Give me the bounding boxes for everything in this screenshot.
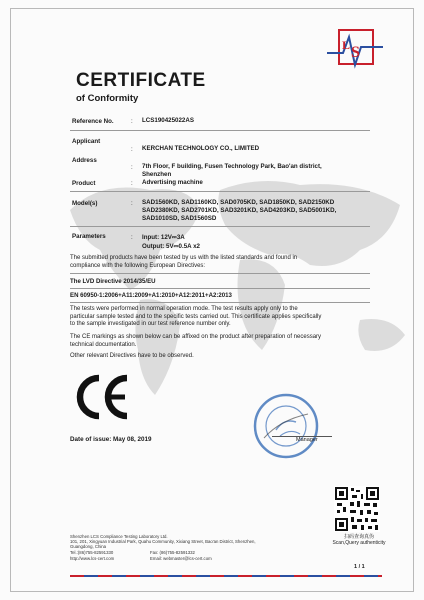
reference-colon: : [131, 118, 133, 125]
address-value-line2: Shenzhen [142, 171, 172, 178]
reference-value: LCS190425022AS [142, 117, 194, 124]
divider [70, 302, 370, 303]
models-label: Model(s) [72, 200, 98, 207]
lcs-logo [325, 25, 385, 75]
footer-email: Email: webmaster@lcs-cert.com [150, 556, 212, 561]
certificate-subtitle: of Conformity [76, 93, 139, 104]
divider [70, 130, 370, 131]
intro-line: The submitted products have been tested by us with the listed standards and found in [70, 255, 298, 261]
divider [70, 191, 370, 192]
models-value-line2: SAD2380KD, SAD2701KD, SAD3201KD, SAD4203KD, SAD5001KD, [142, 207, 337, 214]
address-label: Address [72, 157, 97, 164]
page-number: 1 / 1 [354, 564, 365, 570]
divider [70, 226, 370, 227]
address-value-line1: 7th Floor, F building, Fusen Technology Park, Bao'an district, [142, 163, 322, 170]
lab-address [70, 534, 330, 549]
qr-caption-cn: 扫码查询真伪 [343, 534, 374, 540]
applicant-colon: : [131, 146, 133, 153]
divider [70, 273, 370, 274]
certificate-title: CERTIFICATE [76, 70, 206, 91]
product-value: Advertising machine [142, 179, 203, 186]
intro-line: compliance with the following European Directives: [70, 262, 206, 269]
ce-line: technical documentation. [70, 341, 137, 348]
qr-caption [329, 533, 389, 546]
parameters-label: Parameters [72, 233, 106, 240]
parameters-input: Input: 12V⎓3A [142, 234, 185, 241]
address-colon: : [131, 164, 133, 171]
footer-tel: Tel.:(86)755-82591330 [70, 550, 114, 555]
ce-line: The CE markings as shown below can be affixed on the product after preparation of necessary [70, 334, 322, 340]
models-value-line1: SAD1560KD, SAD1160KD, SAD0705KD, SAD1850KD, SAD2150KD [142, 199, 335, 206]
directive-name: The LVD Directive 2014/35/EU [70, 278, 156, 285]
parameters-output: Output: 5V⎓0.5A x2 [142, 243, 200, 250]
tests-line: The tests were performed in normal operation mode. The test results apply only to the [70, 306, 298, 312]
footer-line: Shenzhen LCS Compliance Testing Laboratory Ltd. [70, 534, 168, 539]
product-colon: : [131, 180, 133, 187]
testing-stamp [250, 390, 322, 462]
models-value-line3: SAD1010SD, SAD1560SD [142, 215, 217, 222]
applicant-value: KERCHAN TECHNOLOGY CO., LIMITED [142, 145, 260, 152]
footer-fax: Fax: (86)755-82591332 [150, 550, 195, 555]
footer-line: Guangdong, China [70, 544, 107, 549]
intro-paragraph [70, 255, 370, 270]
tests-line: particular sample tested and to the specific tests carried out. This certificate applies specifically [70, 313, 322, 320]
tests-line: to the sample investigated in our test reference number only. [70, 321, 231, 328]
date-of-issue: Date of issue: May 08, 2019 [70, 436, 152, 443]
product-label: Product [72, 180, 96, 187]
qr-code [334, 486, 380, 532]
footer-web: http://www.lcs-cert.com [70, 556, 115, 561]
applicant-label: Applicant [72, 138, 101, 145]
standard-name: EN 60950-1:2006+A11:2009+A1:2010+A12:2011+A2:2013 [70, 292, 232, 299]
tests-paragraph [70, 306, 370, 329]
reference-label: Reference No. [72, 118, 114, 125]
parameters-colon: : [131, 234, 133, 241]
ce-mark-icon [75, 372, 131, 422]
svg-text:L: L [342, 38, 351, 52]
divider [70, 288, 370, 289]
models-colon: : [131, 200, 133, 207]
svg-text:S: S [351, 44, 360, 61]
footer-bar [70, 575, 382, 577]
qr-caption-en: Scan,Query authenticity [332, 540, 386, 546]
ce-marking-paragraph [70, 334, 370, 349]
manager-label: Manager [296, 437, 318, 443]
footer-line: 101, 201, Xingyuan Industrial Park, Quahu Community, Xixiang Street, Bao'an District, Shenzhen, [70, 539, 256, 544]
other-directives: Other relevant Directives have to be observed. [70, 353, 194, 359]
